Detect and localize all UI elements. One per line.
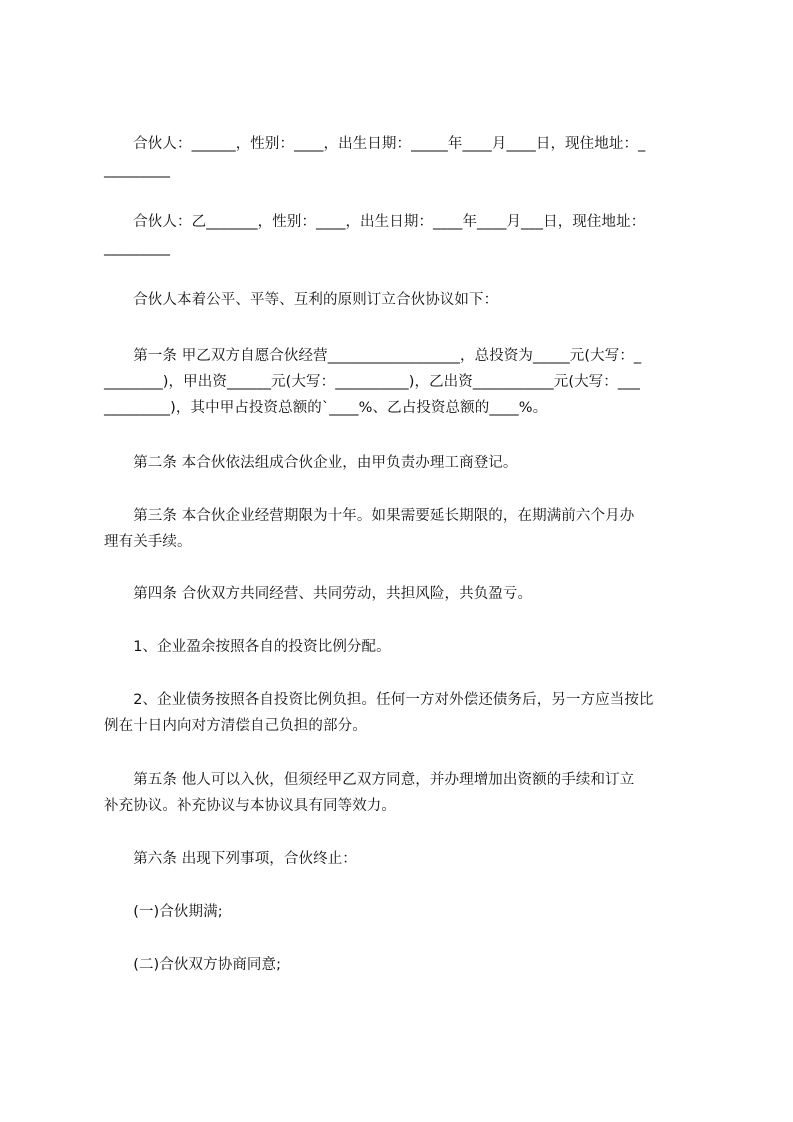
text-line: 补充协议。补充协议与本协议具有同等效力。 [104, 798, 396, 814]
text-line: 合伙人：乙_______，性别：____，出生日期：____年____月___日，现住地址： [104, 214, 646, 230]
paragraph-article-6 [104, 846, 704, 872]
paragraph-partner-b [104, 209, 704, 261]
text-line: 2、企业债务按照各自投资比例负担。任何一方对外偿还债务后，另一方应当按比 [104, 692, 654, 708]
paragraph-article-3 [104, 503, 704, 555]
text-line: _________ [104, 162, 171, 178]
paragraph-article-2 [104, 450, 704, 476]
text-line: 第四条 合伙双方共同经营、共同劳动，共担风险，共负盈亏。 [104, 586, 533, 602]
text-line: 第五条 他人可以入伙，但须经甲乙双方同意，并办理增加出资额的手续和订立 [104, 772, 635, 788]
text-line: 合伙人：______，性别：____，出生日期：_____年____月____日，现住地址：_ [104, 136, 646, 152]
text-line: 第二条 本合伙依法组成合伙企业，由甲负责办理工商登记。 [104, 455, 518, 471]
text-line: 第一条 甲乙双方自愿合伙经营__________________，总投资为_____元(大写：_ [104, 348, 642, 364]
paragraph-intro [104, 287, 704, 313]
paragraph-partner-a [104, 131, 704, 183]
text-line: 第六条 出现下列事项，合伙终止： [104, 851, 357, 867]
text-line: (一)合伙期满; [104, 904, 223, 920]
text-line: 理有关手续。 [104, 534, 192, 550]
paragraph-article-1 [104, 343, 704, 421]
text-line: 1、企业盈余按照各自的投资比例分配。 [104, 639, 391, 655]
paragraph-item-1 [104, 634, 704, 660]
paragraph-item-2 [104, 687, 704, 739]
text-line: 例在十日内向对方清偿自己负担的部分。 [104, 718, 367, 734]
paragraph-clause-1 [104, 899, 704, 925]
paragraph-article-5 [104, 767, 704, 819]
text-line: _________)，其中甲占投资总额的`____%、乙占投资总额的____%。 [104, 400, 548, 416]
paragraph-clause-2 [104, 952, 704, 978]
paragraph-article-4 [104, 581, 704, 607]
text-line: 第三条 本合伙企业经营期限为十年。如果需要延长期限的，在期满前六个月办 [104, 508, 635, 524]
text-line: ________)，甲出资______元(大写：__________)，乙出资___________元(大写：___ [104, 374, 640, 390]
text-line: _________ [104, 240, 171, 256]
text-line: 合伙人本着公平、平等、互利的原则订立合伙协议如下： [104, 292, 499, 308]
text-line: (二)合伙双方协商同意; [104, 957, 282, 973]
